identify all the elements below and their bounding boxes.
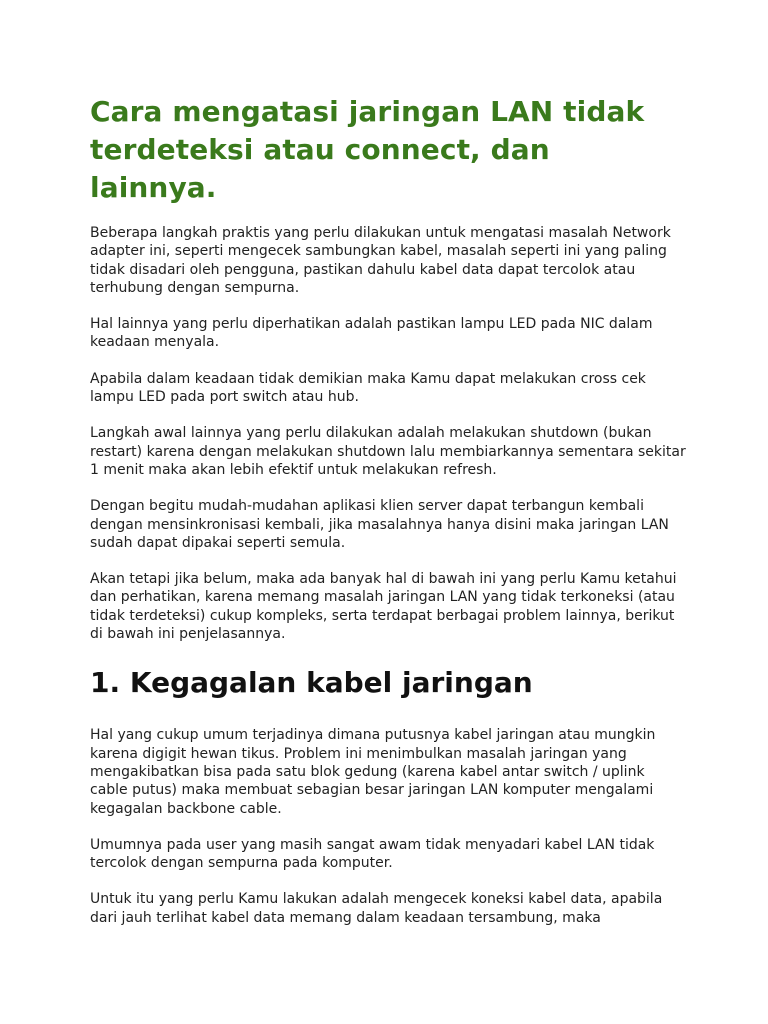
- paragraph: Apabila dalam keadaan tidak demikian maka Kamu dapat melakukan cross cek lampu LED pada port switch atau hub.: [90, 370, 646, 406]
- paragraph: Umumnya pada user yang masih sangat awam tidak menyadari kabel LAN tidak tercolok dengan sempurna pada komputer.: [90, 836, 655, 872]
- paragraph: Hal lainnya yang perlu diperhatikan adalah pastikan lampu LED pada NIC dalam keadaan menyala.: [90, 316, 653, 351]
- article-title: Cara mengatasi jaringan LAN tidak terdeteksi atau connect, dan lainnya.: [90, 95, 645, 204]
- paragraph: Untuk itu yang perlu Kamu lakukan adalah mengecek koneksi kabel data, apabila dari jauh terlihat kabel data memang dalam keadaan tersambung, maka: [90, 891, 663, 926]
- section-heading: 1. Kegagalan kabel jaringan: [90, 666, 533, 700]
- paragraph: Beberapa langkah praktis yang perlu dilakukan untuk mengatasi masalah Network adapter ini, seperti mengecek sambungkan kabel, masalah seperti ini yang paling tidak disadari oleh pengguna, pastikan dahulu kabel data dapat tercolok atau terhubung dengan sempurna.: [90, 225, 671, 296]
- paragraph: Akan tetapi jika belum, maka ada banyak hal di bawah ini yang perlu Kamu ketahui dan perhatikan, karena memang masalah jaringan LAN yang tidak terkoneksi (atau tidak terdeteksi) cukup kompleks, serta terdapat berbagai problem lainnya, berikut di bawah ini penjelasannya.: [90, 571, 677, 643]
- paragraph: Langkah awal lainnya yang perlu dilakukan adalah melakukan shutdown (bukan restart) karena dengan melakukan shutdown lalu membiarkannya sementara sekitar 1 menit maka akan lebih efektif untuk melakukan refresh.: [90, 425, 686, 478]
- paragraph: Hal yang cukup umum terjadinya dimana putusnya kabel jaringan atau mungkin karena digigit hewan tikus. Problem ini menimbulkan masalah jaringan yang mengakibatkan bisa pada satu blok gedung (karena kabel antar switch / uplink cable putus) maka membuat sebagian besar jaringan LAN komputer mengalami kegagalan backbone cable.: [90, 727, 656, 817]
- document-page: [90, 93, 686, 945]
- paragraph: Dengan begitu mudah-mudahan aplikasi klien server dapat terbangun kembali dengan mensinkronisasi kembali, jika masalahnya hanya disini maka jaringan LAN sudah dapat dipakai seperti semula.: [90, 498, 669, 551]
